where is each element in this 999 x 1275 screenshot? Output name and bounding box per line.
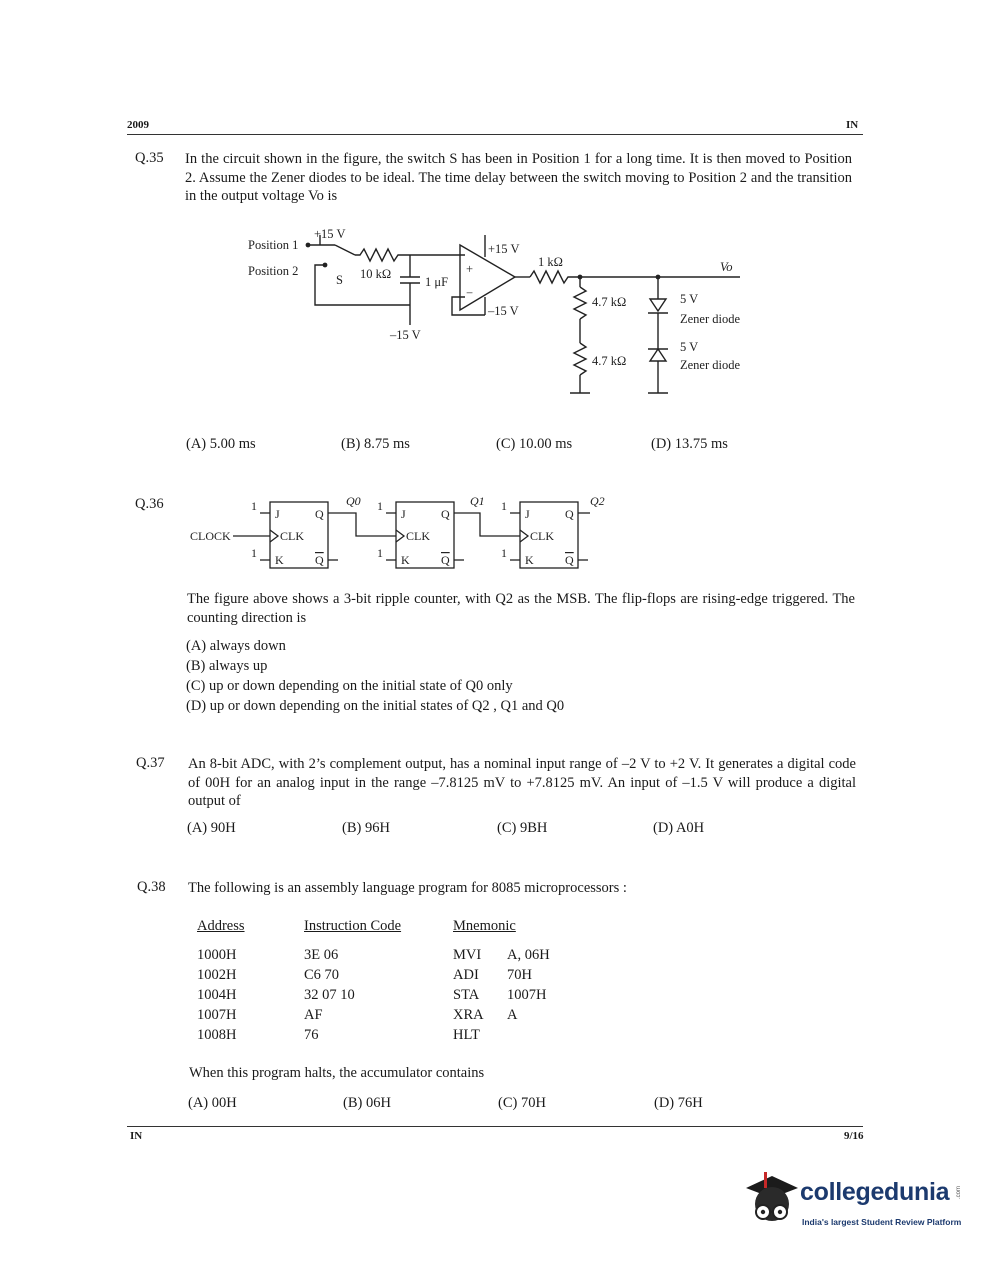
q35-option-b[interactable]: (B) 8.75 ms (341, 436, 410, 452)
q1-to-clk2 (454, 513, 520, 536)
table-cell-arg: A (507, 1007, 518, 1023)
q37-option-c[interactable]: (C) 9BH (497, 820, 548, 836)
q36-option-a[interactable]: (A) always down (186, 638, 286, 654)
table-cell-op: ADI (453, 967, 479, 983)
q38-option-b[interactable]: (B) 06H (343, 1095, 391, 1111)
r-out-label: 1 kΩ (538, 255, 563, 269)
q35-text: In the circuit shown in the figure, the switch S has been in Position 1 for a long time. It is then moved to Position 2. Assume the Zener diodes to be ideal. The time delay between the switch moving to Position 2 and the transition in the output voltage Vo is (185, 151, 852, 204)
q38-option-d[interactable]: (D) 76H (654, 1095, 703, 1111)
q38-question: When this program halts, the accumulator contains (189, 1065, 485, 1081)
zener-diode-2 (650, 349, 666, 361)
ff1-qbar: Q (441, 553, 450, 567)
z2-voltage: 5 V (680, 340, 699, 354)
table-cell-code: 32 07 10 (304, 987, 355, 1003)
header-year: 2009 (127, 119, 149, 131)
q38-option-c[interactable]: (C) 70H (498, 1095, 546, 1111)
q36-option-c[interactable]: (C) up or down depending on the initial state of Q0 only (186, 678, 513, 694)
q38-text: The following is an assembly language program for 8085 microprocessors : (188, 880, 627, 896)
ff1-k-in: 1 (377, 546, 383, 560)
resistor-4k7-a (574, 287, 586, 319)
opamp-neg-label: –15 V (488, 304, 519, 318)
r-div1-label: 4.7 kΩ (592, 295, 627, 309)
clock-label: CLOCK (190, 529, 231, 543)
q37-option-d[interactable]: (D) A0H (653, 820, 705, 836)
q36-option-d[interactable]: (D) up or down depending on the initial states of Q2 , Q1 and Q0 (186, 698, 565, 714)
q35-number: Q.35 (135, 150, 164, 166)
q36-text: The figure above shows a 3-bit ripple counter, with Q2 as the MSB. The flip-flops are rising-edge triggered. The counting direction is (187, 591, 855, 626)
table-cell-op: MVI (453, 947, 482, 963)
ff0-j-in: 1 (251, 499, 257, 513)
q37-text: An 8-bit ADC, with 2’s complement output, has a nominal input range of –2 V to +2 V. It generates a digital code of 00H for an analog input in the range –7.8125 mV to +7.8125 mV. An input of –1.5 V will produce a digital output of (188, 756, 856, 809)
ff1-j: J (401, 507, 406, 521)
ff1-q: Q (441, 507, 450, 521)
ff1-k: K (401, 553, 410, 567)
switch-blade (335, 245, 355, 255)
watermark-suffix: .com (956, 1185, 962, 1199)
table-cell-code: 76 (304, 1027, 319, 1043)
q38-number: Q.38 (137, 879, 166, 895)
q37-number: Q.37 (136, 755, 165, 771)
ff1-clk: CLK (406, 529, 430, 543)
resistor-4k7-b (574, 343, 586, 375)
table-cell-address: 1008H (197, 1027, 237, 1043)
position1-label: Position 1 (248, 238, 299, 252)
col-header-address: Address (197, 918, 245, 934)
position2-label: Position 2 (248, 264, 299, 278)
table-cell-address: 1004H (197, 987, 237, 1003)
ff2-qbar: Q (565, 553, 574, 567)
ff2-k-in: 1 (501, 546, 507, 560)
watermark-tagline: India's largest Student Review Platform (802, 1217, 962, 1227)
collegedunia-logo-icon (742, 1168, 800, 1230)
vout-label: Vo (720, 260, 733, 274)
q36-counter-diagram (188, 492, 618, 577)
q35-circuit-diagram (240, 225, 770, 410)
watermark-brand: collegedunia (800, 1178, 950, 1206)
ff2-k: K (525, 553, 534, 567)
table-cell-address: 1000H (197, 947, 237, 963)
header-rule (127, 134, 863, 135)
q35-option-c[interactable]: (C) 10.00 ms (496, 436, 573, 452)
q37-option-a[interactable]: (A) 90H (187, 820, 236, 836)
table-cell-code: AF (304, 1007, 323, 1023)
q35-option-d[interactable]: (D) 13.75 ms (651, 436, 728, 452)
r-div2-label: 4.7 kΩ (592, 354, 627, 368)
supply-pos-label: +15 V (314, 227, 346, 241)
opamp-plus: + (466, 262, 474, 276)
ff0-k-in: 1 (251, 546, 257, 560)
q35-option-a[interactable]: (A) 5.00 ms (186, 436, 256, 452)
ff1-clk-mark (396, 530, 404, 542)
ff0-clk: CLK (280, 529, 304, 543)
table-cell-code: C6 70 (304, 967, 340, 983)
ff2-q: Q (565, 507, 574, 521)
r1-label: 10 kΩ (360, 267, 392, 281)
z1-label: Zener diode (680, 312, 741, 326)
q0-to-clk1 (328, 513, 396, 536)
ff2-clk: CLK (530, 529, 554, 543)
table-cell-address: 1002H (197, 967, 237, 983)
q0-label: Q0 (346, 494, 361, 508)
q38-option-a[interactable]: (A) 00H (188, 1095, 237, 1111)
ff2-clk-mark (520, 530, 528, 542)
q37-option-b[interactable]: (B) 96H (342, 820, 390, 836)
table-cell-code: 3E 06 (304, 947, 339, 963)
ff0-q: Q (315, 507, 324, 521)
q2-label: Q2 (590, 494, 605, 508)
cap-label: 1 μF (425, 275, 449, 289)
z1-voltage: 5 V (680, 292, 699, 306)
footer-paper-code: IN (130, 1130, 143, 1142)
z2-label: Zener diode (680, 358, 741, 372)
opamp-pos-label: +15 V (488, 242, 520, 256)
footer-page-number: 9/16 (844, 1130, 864, 1142)
ff2-j: J (525, 507, 530, 521)
footer-rule (127, 1126, 863, 1127)
switch-label: S (336, 273, 343, 287)
neg-ref-label: –15 V (390, 328, 421, 342)
ff0-qbar: Q (315, 553, 324, 567)
ff1-j-in: 1 (377, 499, 383, 513)
ff0-clk-mark (270, 530, 278, 542)
q1-label: Q1 (470, 494, 485, 508)
table-cell-arg: 70H (507, 967, 532, 983)
q36-number: Q.36 (135, 496, 164, 512)
ff0-j: J (275, 507, 280, 521)
col-header-mnemonic: Mnemonic (453, 918, 516, 934)
table-cell-op: HLT (453, 1027, 480, 1043)
table-cell-address: 1007H (197, 1007, 237, 1023)
table-cell-arg: 1007H (507, 987, 547, 1003)
header-paper-code: IN (846, 119, 859, 131)
zener-diode-1 (650, 299, 666, 311)
ff2-j-in: 1 (501, 499, 507, 513)
col-header-instruction-code: Instruction Code (304, 918, 402, 934)
resistor-1k (530, 271, 580, 283)
opamp-minus: − (466, 286, 474, 300)
table-cell-arg: A, 06H (507, 947, 550, 963)
table-cell-op: STA (453, 987, 480, 1003)
table-cell-op: XRA (453, 1007, 484, 1023)
ff0-k: K (275, 553, 284, 567)
q36-option-b[interactable]: (B) always up (186, 658, 268, 674)
